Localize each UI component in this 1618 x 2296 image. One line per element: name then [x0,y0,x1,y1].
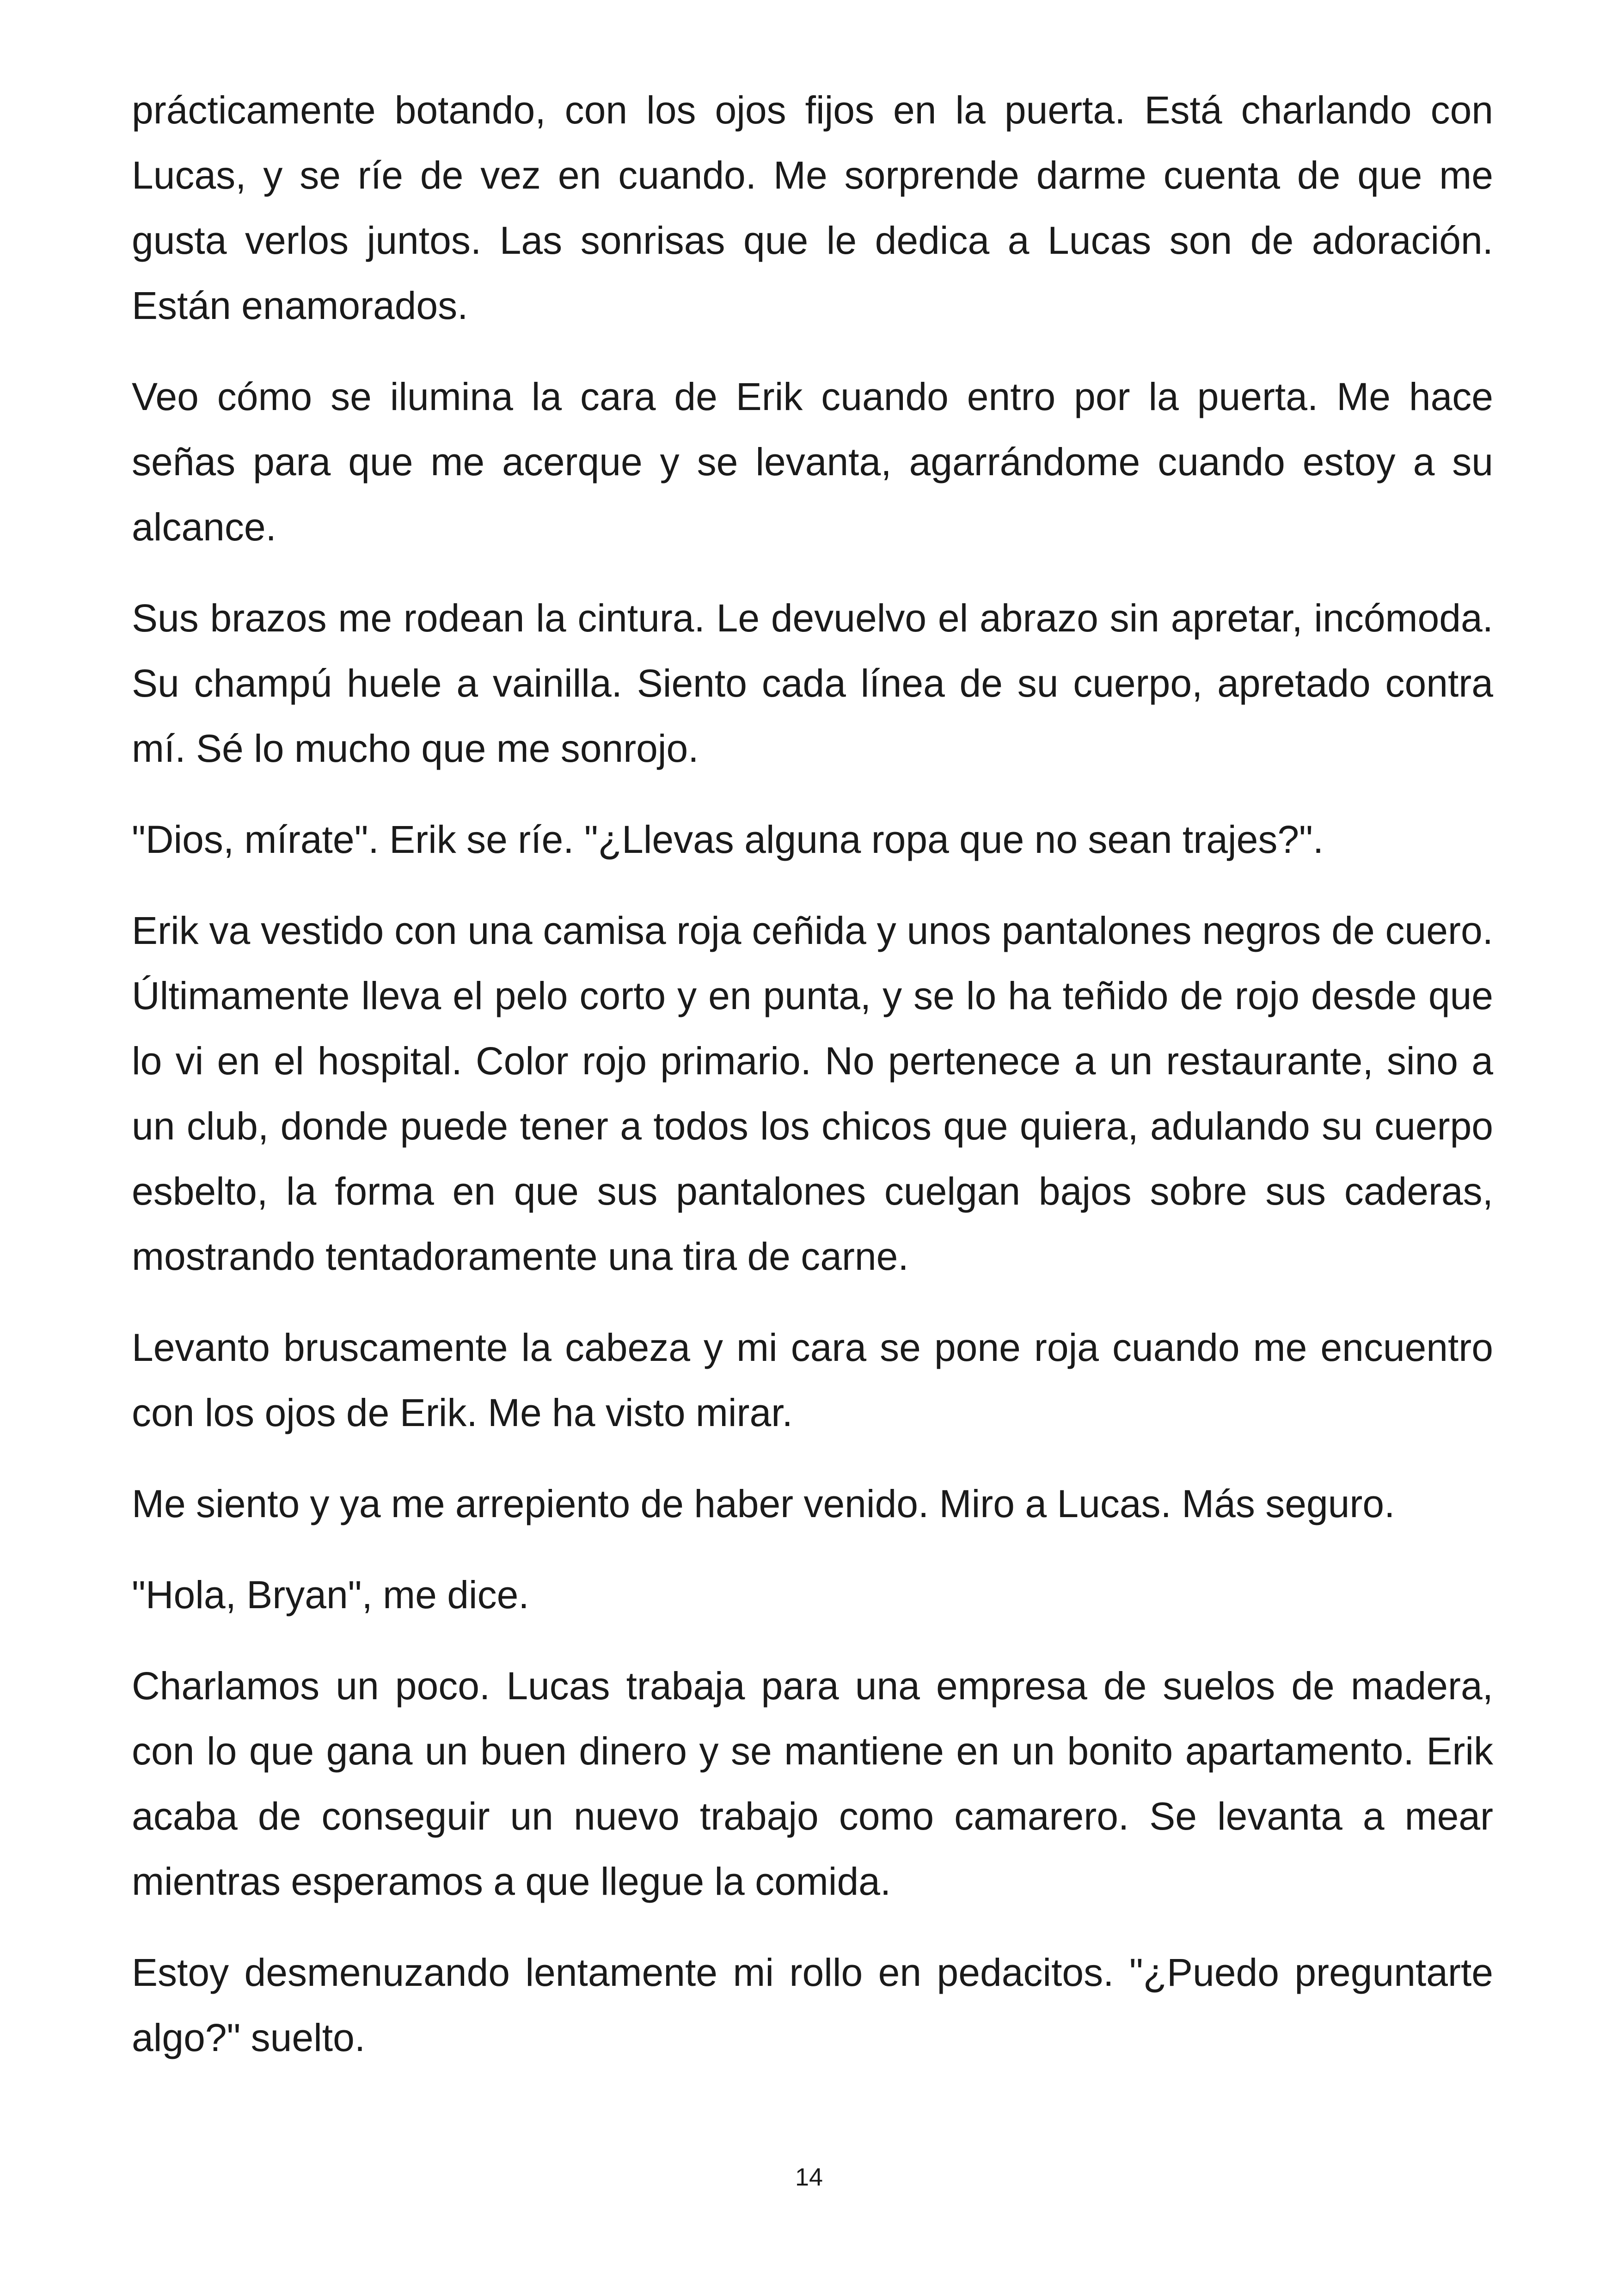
paragraph: "Dios, mírate". Erik se ríe. "¿Llevas alguna ropa que no sean trajes?". [132,818,1324,861]
body-text [132,78,1493,2070]
paragraph: Charlamos un poco. Lucas trabaja para una empresa de suelos de madera, con lo que gana un buen dinero y se mantiene en un bonito apartamento. Erik acaba de conseguir un nuevo trabajo como camarero. Se levanta a mear mientras esperamos a que llegue la comida. [132,1664,1493,1903]
paragraph: Levanto bruscamente la cabeza y mi cara se pone roja cuando me encuentro con los ojos de Erik. Me ha visto mirar. [132,1326,1493,1434]
paragraph: Me siento y ya me arrepiento de haber venido. Miro a Lucas. Más seguro. [132,1482,1395,1525]
paragraph: Veo cómo se ilumina la cara de Erik cuando entro por la puerta. Me hace señas para que me acerque y se levanta, agarrándome cuando estoy a su alcance. [132,375,1493,549]
paragraph: "Hola, Bryan", me dice. [132,1573,529,1616]
paragraph: Sus brazos me rodean la cintura. Le devuelvo el abrazo sin apretar, incómoda. Su champú huele a vainilla. Siento cada línea de su cuerpo, apretado contra mí. Sé lo mucho que me sonrojo. [132,596,1493,770]
paragraph: prácticamente botando, con los ojos fijos en la puerta. Está charlando con Lucas, y se ríe de vez en cuando. Me sorprende darme cuenta de que me gusta verlos juntos. Las sonrisas que le dedica a Lucas son de adoración. Están enamorados. [132,88,1493,327]
paragraph: Estoy desmenuzando lentamente mi rollo en pedacitos. "¿Puedo preguntarte algo?" suelto. [132,1951,1493,2059]
paragraph: Erik va vestido con una camisa roja ceñida y unos pantalones negros de cuero. Últimamente lleva el pelo corto y en punta, y se lo ha teñido de rojo desde que lo vi en el hospital. Color rojo primario. No pertenece a un restaurante, sino a un club, donde puede tener a todos los chicos que quiera, adulando su cuerpo esbelto, la forma en que sus pantalones cuelgan bajos sobre sus caderas, mostrando tentadoramente una tira de carne. [132,909,1493,1278]
page-number: 14 [795,2163,823,2191]
